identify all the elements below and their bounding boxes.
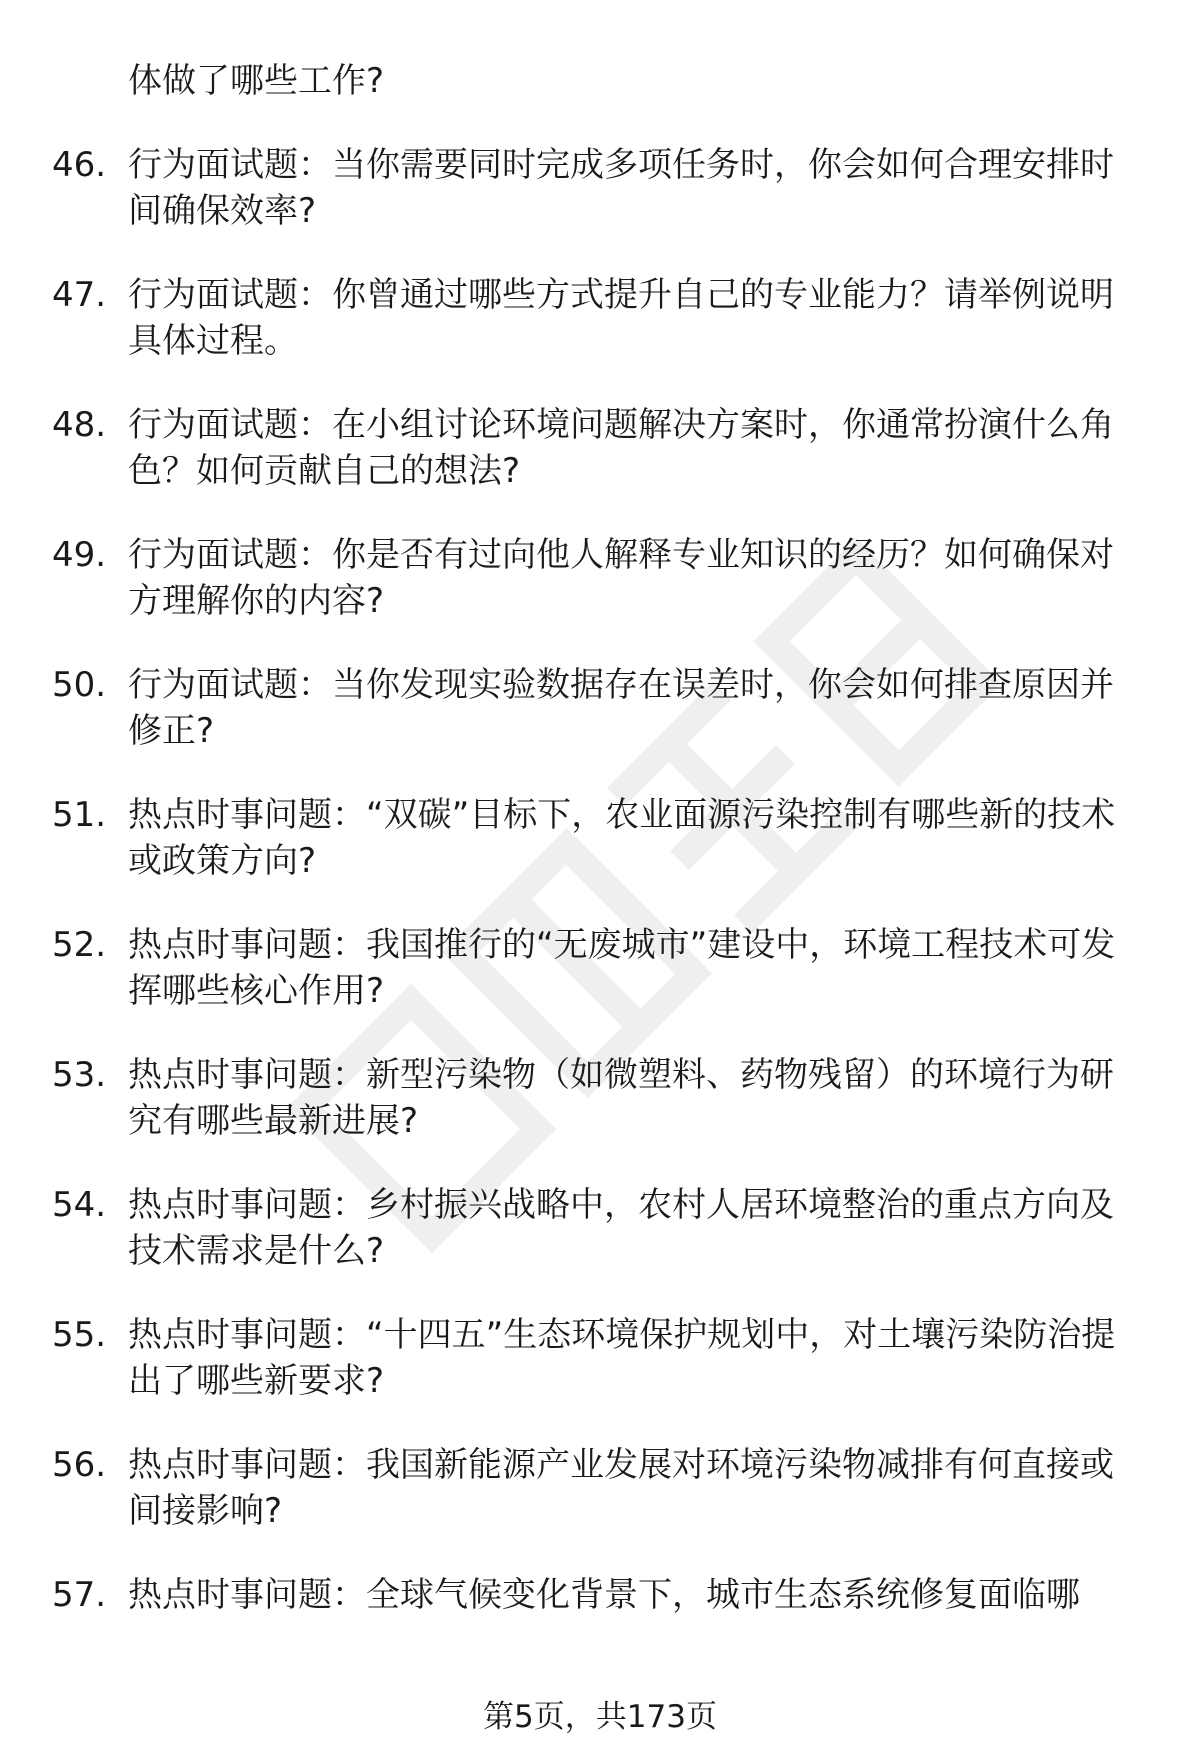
list-item [0,1182,1200,1274]
item-text: 体做了哪些工作? [128,61,385,101]
item-text: 行为面试题：当你需要同时完成多项任务时，你会如何合理安排时间确保效率? [128,145,1114,231]
item-number: 53. [52,1055,107,1095]
page-footer: 第5页，共173页 [483,1699,717,1735]
item-number: 51. [52,795,107,835]
item-number: 48. [52,405,107,445]
list-item [0,1442,1200,1534]
item-number: 54. [52,1185,107,1225]
list-item [0,532,1200,624]
item-text: 行为面试题：你曾通过哪些方式提升自己的专业能力？请举例说明具体过程。 [128,275,1114,361]
list-item [0,1572,1200,1618]
question-list [0,58,1200,1656]
item-number: 57. [52,1575,107,1615]
list-item [0,922,1200,1014]
item-text: 行为面试题：你是否有过向他人解释专业知识的经历？如何确保对方理解你的内容? [128,535,1114,621]
item-number: 52. [52,925,107,965]
item-number: 49. [52,535,107,575]
item-text: 热点时事问题：我国推行的“无废城市”建设中，环境工程技术可发挥哪些核心作用? [128,925,1116,1011]
item-number: 50. [52,665,107,705]
list-item [0,1052,1200,1144]
item-number: 55. [52,1315,107,1355]
list-item [0,1312,1200,1404]
list-item [0,402,1200,494]
item-text: 热点时事问题：我国新能源产业发展对环境污染物减排有何直接或间接影响? [128,1445,1114,1531]
item-text: 热点时事问题：新型污染物（如微塑料、药物残留）的环境行为研究有哪些最新进展? [128,1055,1114,1141]
item-number: 47. [52,275,107,315]
item-text: 热点时事问题：乡村振兴战略中，农村人居环境整治的重点方向及技术需求是什么? [128,1185,1114,1271]
list-item [0,142,1200,234]
item-text: 行为面试题：当你发现实验数据存在误差时，你会如何排查原因并修正? [128,665,1114,751]
item-text: 热点时事问题：“双碳”目标下，农业面源污染控制有哪些新的技术或政策方向? [128,795,1116,881]
item-text: 热点时事问题：全球气候变化背景下，城市生态系统修复面临哪 [128,1575,1080,1615]
item-text: 热点时事问题：“十四五”生态环境保护规划中，对土壤污染防治提出了哪些新要求? [128,1315,1116,1401]
list-item [0,272,1200,364]
list-item [0,58,1200,104]
list-item [0,662,1200,754]
item-number: 56. [52,1445,107,1485]
item-text: 行为面试题：在小组讨论环境问题解决方案时，你通常扮演什么角色？如何贡献自己的想法? [128,405,1114,491]
list-item [0,792,1200,884]
item-number: 46. [52,145,107,185]
